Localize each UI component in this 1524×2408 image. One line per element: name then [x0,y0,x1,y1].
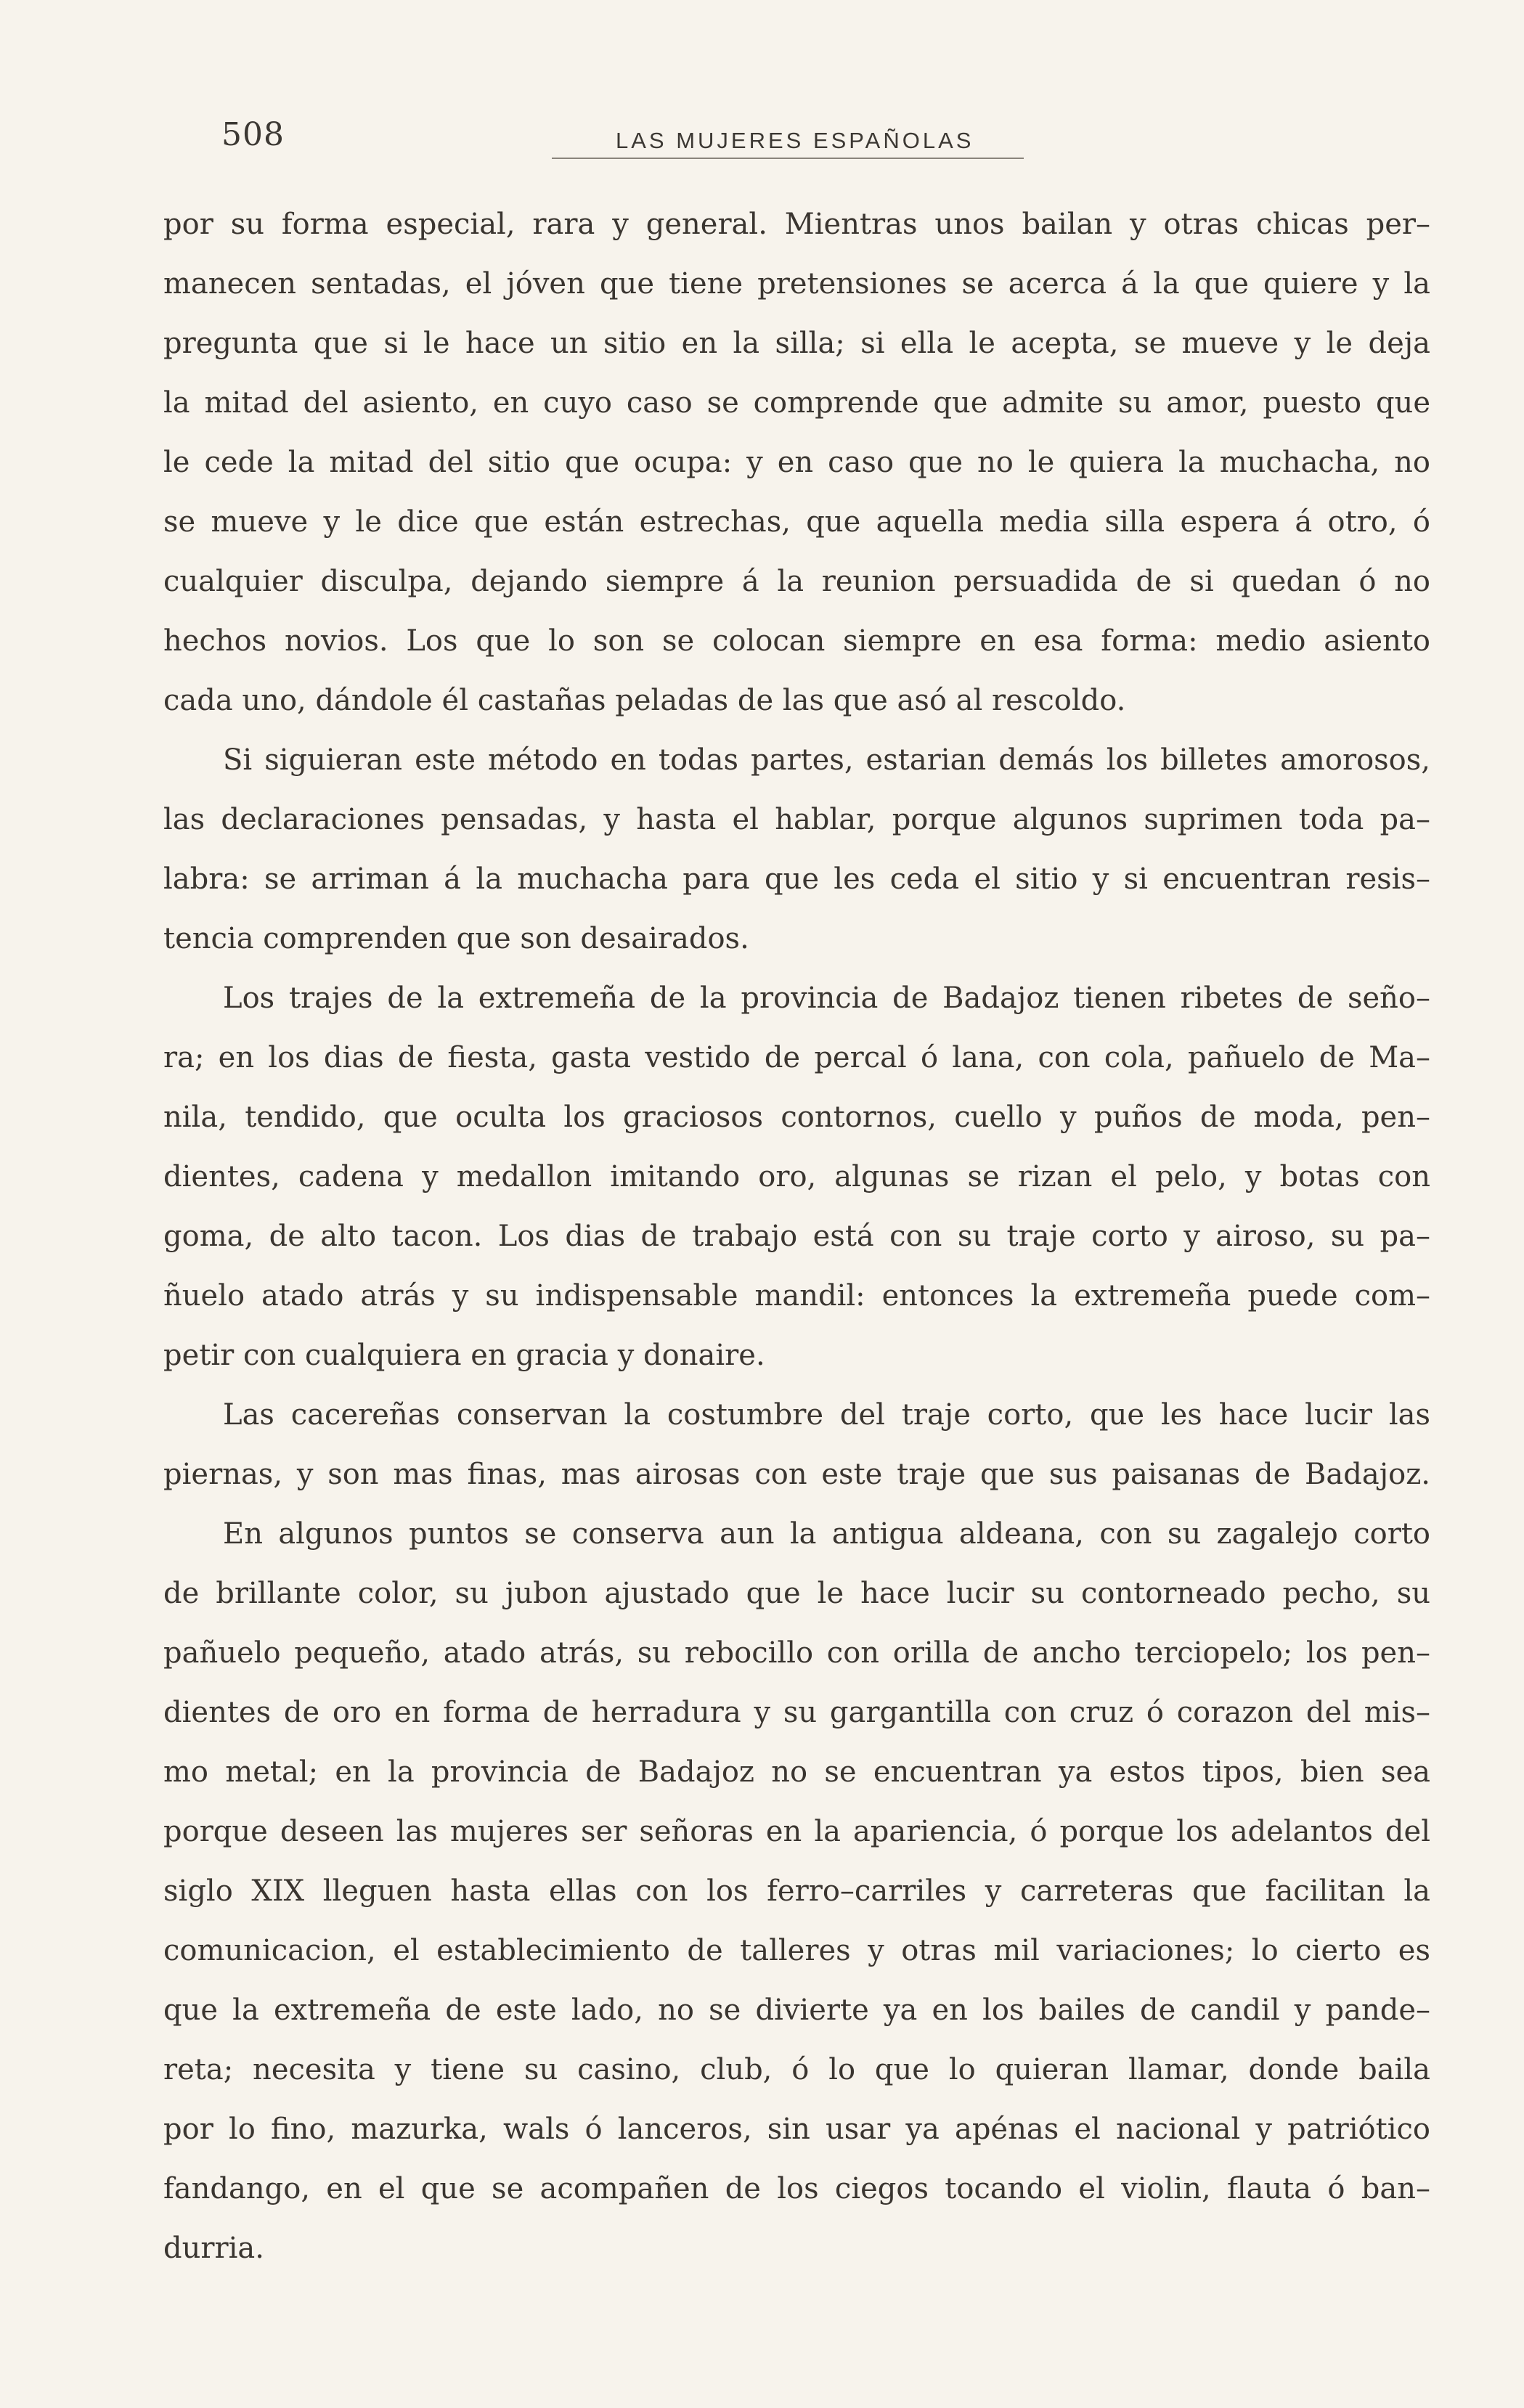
text-line: reta; necesita y tiene su casino, club, ó lo que lo quieran llamar, donde baila [163,2053,1430,2086]
text-line: dientes, cadena y medallon imitando oro, algunas se rizan el pelo, y botas con [163,1160,1430,1193]
page-number: 508 [221,116,285,153]
header-rule [552,158,1024,159]
text-line: le cede la mitad del sitio que ocupa: y en caso que no le quiera la muchacha, no [163,446,1430,479]
text-line: pañuelo pequeño, atado atrás, su rebocillo con orilla de ancho terciopelo; los pen– [163,1636,1430,1670]
paragraph [163,195,1430,730]
text-line: petir con cualquiera en gracia y donaire. [163,1339,765,1372]
body-text [163,195,1430,2278]
text-line: se mueve y le dice que están estrechas, que aquella media silla espera á otro, ó [163,505,1430,539]
text-line: tencia comprenden que son desairados. [163,922,749,955]
text-line: En algunos puntos se conserva aun la antigua aldeana, con su zagalejo corto [223,1517,1430,1551]
paragraph [163,1385,1430,1504]
text-line: por su forma especial, rara y general. Mientras unos bailan y otras chicas per– [163,208,1430,241]
text-line: ra; en los dias de fiesta, gasta vestido de percal ó lana, con cola, pañuelo de Ma– [163,1041,1430,1074]
text-line: goma, de alto tacon. Los dias de trabajo está con su traje corto y airoso, su pa– [163,1220,1430,1253]
paragraph [163,1504,1430,2278]
text-line: siglo XIX lleguen hasta ellas con los ferro–carriles y carreteras que facilitan la [163,1874,1430,1908]
text-line: manecen sentadas, el jóven que tiene pretensiones se acerca á la que quiere y la [163,267,1430,301]
paragraph [163,968,1430,1385]
text-line: nila, tendido, que oculta los graciosos contornos, cuello y puños de moda, pen– [163,1101,1430,1134]
text-line: Si siguieran este método en todas partes, estarian demás los billetes amorosos, [223,743,1430,777]
text-line: durria. [163,2232,264,2265]
text-line: dientes de oro en forma de herradura y su gargantilla con cruz ó corazon del mis– [163,1696,1430,1729]
text-line: las declaraciones pensadas, y hasta el hablar, porque algunos suprimen toda pa– [163,803,1430,836]
text-line: mo metal; en la provincia de Badajoz no se encuentran ya estos tipos, bien sea [163,1755,1430,1789]
text-line: que la extremeña de este lado, no se divierte ya en los bailes de candil y pande– [163,1993,1430,2027]
text-line: Las cacereñas conservan la costumbre del traje corto, que les hace lucir las [223,1398,1430,1432]
text-line: cada uno, dándole él castañas peladas de las que asó al rescoldo. [163,684,1126,717]
text-line: labra: se arriman á la muchacha para que les ceda el sitio y si encuentran resis– [163,862,1430,896]
text-line: porque deseen las mujeres ser señoras en la apariencia, ó porque los adelantos del [163,1815,1430,1848]
text-line: comunicacion, el establecimiento de talleres y otras mil variaciones; lo cierto es [163,1934,1430,1967]
text-line: cualquier disculpa, dejando siempre á la reunion persuadida de si quedan ó no [163,565,1430,598]
text-line: ñuelo atado atrás y su indispensable mandil: entonces la extremeña puede com– [163,1279,1430,1313]
text-line: Los trajes de la extremeña de la provincia de Badajoz tienen ribetes de seño– [223,981,1430,1015]
text-line: la mitad del asiento, en cuyo caso se comprende que admite su amor, puesto que [163,386,1430,420]
text-line: por lo fino, mazurka, wals ó lanceros, sin usar ya apénas el nacional y patriótico [163,2113,1430,2146]
text-line: piernas, y son mas finas, mas airosas con este traje que sus paisanas de Badajoz. [163,1458,1430,1491]
text-line: pregunta que si le hace un sitio en la silla; si ella le acepta, se mueve y le deja [163,327,1430,360]
text-line: hechos novios. Los que lo son se colocan siempre en esa forma: medio asiento [163,624,1430,658]
paragraph [163,730,1430,968]
running-head: LAS MUJERES ESPAÑOLAS [616,128,974,153]
text-line: de brillante color, su jubon ajustado que le hace lucir su contorneado pecho, su [163,1577,1430,1610]
text-line: fandango, en el que se acompañen de los ciegos tocando el violin, flauta ó ban– [163,2172,1430,2205]
